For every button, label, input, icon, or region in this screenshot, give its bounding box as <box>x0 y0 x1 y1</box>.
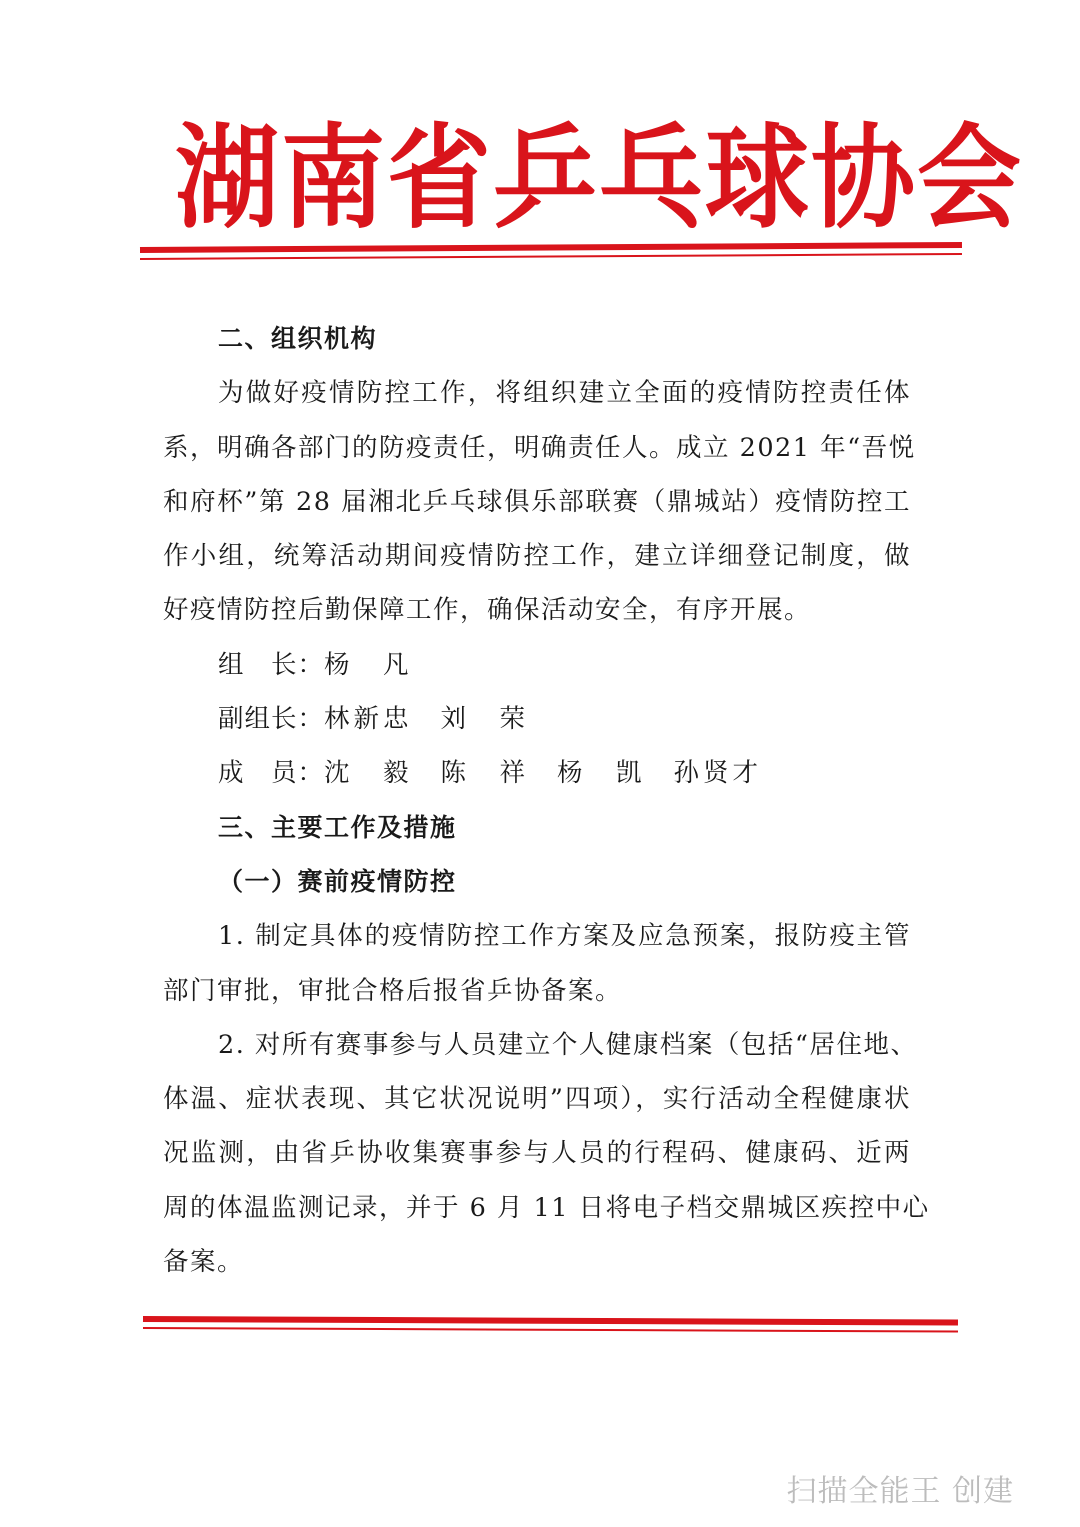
paragraph-line: 好疫情防控后勤保障工作，确保活动安全，有序开展。 <box>163 595 812 626</box>
roster-role: 成 员： <box>218 758 325 789</box>
subsection-heading: （一）赛前疫情防控 <box>218 866 457 896</box>
roster-name: 杨 凡 <box>324 649 413 680</box>
letterhead-rule-thin <box>140 253 962 260</box>
paragraph-line: 备案。 <box>163 1247 245 1278</box>
roster-role: 组 长： <box>218 649 325 680</box>
paragraph-line: 和府杯”第 28 届湘北乒乓球俱乐部联赛（鼎城站）疫情防控工 <box>163 486 911 517</box>
scanner-watermark: 扫描全能王 创建 <box>786 1474 1014 1509</box>
letterhead-title: 湖南省乒乓球协会 <box>175 112 1024 245</box>
roster-deputy <box>163 692 923 746</box>
document-body <box>163 312 930 1289</box>
paragraph-line: 况监测，由省乒协收集赛事参与人员的行程码、健康码、近两 <box>163 1138 911 1169</box>
paragraph-line: 1. 制定具体的疫情防控工作方案及应急预案，报防疫主管 <box>218 921 911 952</box>
roster-leader <box>163 638 923 692</box>
roster-name: 林新忠 <box>324 704 413 735</box>
paragraph-line: 部门审批，审批合格后报省乒协备案。 <box>163 975 623 1006</box>
paragraph-line: 系，明确各部门的防疫责任，明确责任人。成立 2021 年“吾悦 <box>163 432 916 463</box>
roster-name: 刘 荣 <box>440 704 530 735</box>
roster-name: 沈 毅 <box>324 758 413 789</box>
footer-rule-thin <box>143 1327 958 1333</box>
paragraph-line: 体温、症状表现、其它状况说明”四项），实行活动全程健康状 <box>163 1084 911 1115</box>
roster-members <box>163 746 923 800</box>
paragraph-line: 作小组，统筹活动期间疫情防控工作，建立详细登记制度，做 <box>163 541 911 572</box>
roster-name: 杨 凯 <box>557 758 646 789</box>
footer-rule-thick <box>143 1316 958 1326</box>
paragraph-line: 2. 对所有赛事参与人员建立个人健康档案（包括“居住地、 <box>218 1029 918 1060</box>
roster-name: 陈 祥 <box>440 758 530 789</box>
section-three-heading: 三、主要工作及措施 <box>218 812 457 842</box>
paragraph-line: 为做好疫情防控工作，将组织建立全面的疫情防控责任体 <box>218 378 911 409</box>
paragraph-line: 周的体温监测记录，并于 6 月 11 日将电子档交鼎城区疾控中心 <box>163 1192 930 1223</box>
roster-role: 副组长： <box>218 704 325 735</box>
section-two-heading: 二、组织机构 <box>218 324 378 353</box>
roster-name: 孙贤才 <box>673 758 763 789</box>
